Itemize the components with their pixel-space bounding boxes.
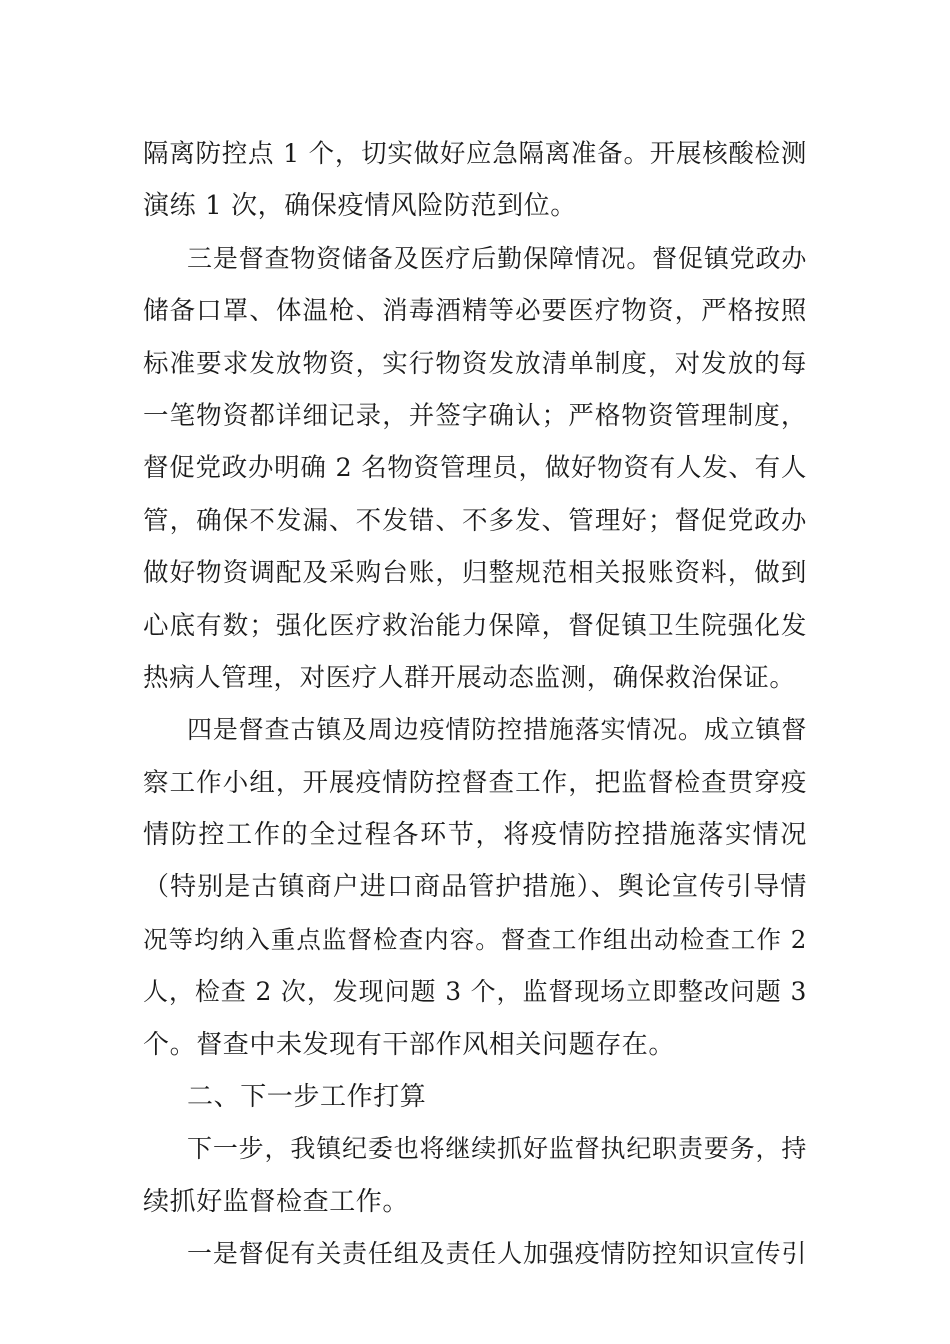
text-line: 隔离防控点 1 个，切实做好应急隔离准备。开展核酸检测 (143, 139, 807, 169)
text-line: 演练 1 次，确保疫情风险防范到位。 (143, 191, 577, 222)
paragraph-start-line: 四是督查古镇及周边疫情防控措施落实情况。成立镇督 (187, 715, 807, 745)
text-line: （特别是古镇商户进口商品管护措施）、舆论宣传引导情 (143, 872, 807, 903)
document-body (143, 128, 807, 1281)
paragraph-start-line: 下一步，我镇纪委也将继续抓好监督执纪职责要务，持 (187, 1134, 807, 1164)
text-line: 个。督查中未发现有干部作风相关问题存在。 (143, 1029, 676, 1060)
text-line: 情防控工作的全过程各环节，将疫情防控措施落实情况 (143, 820, 807, 851)
text-line: 况等均纳入重点监督检查内容。督查工作组出动检查工作 2 (143, 924, 807, 954)
text-line: 标准要求发放物资，实行物资发放清单制度，对发放的每 (143, 348, 807, 379)
text-line: 做好物资调配及采购台账，归整规范相关报账资料，做到 (143, 558, 807, 589)
text-line: 人，检查 2 次，发现问题 3 个，监督现场立即整改问题 3 (143, 977, 807, 1007)
text-line: 一笔物资都详细记录，并签字确认；严格物资管理制度， (143, 400, 807, 431)
paragraph-start-line: 一是督促有关责任组及责任人加强疫情防控知识宣传引 (187, 1239, 807, 1269)
section-heading: 二、下一步工作打算 (187, 1082, 427, 1113)
text-line: 储备口罩、体温枪、消毒酒精等必要医疗物资，严格按照 (143, 296, 807, 327)
text-line: 热病人管理，对医疗人群开展动态监测，确保救治保证。 (143, 662, 796, 693)
text-line: 管，确保不发漏、不发错、不多发、管理好；督促党政办 (143, 505, 807, 536)
paragraph-start-line: 三是督查物资储备及医疗后勤保障情况。督促镇党政办 (187, 243, 807, 273)
text-line: 督促党政办明确 2 名物资管理员，做好物资有人发、有人 (143, 453, 807, 484)
text-line: 续抓好监督检查工作。 (143, 1186, 410, 1217)
text-line: 心底有数；强化医疗救治能力保障，督促镇卫生院强化发 (143, 610, 807, 641)
text-line: 察工作小组，开展疫情防控督查工作，把监督检查贯穿疫 (143, 767, 807, 798)
